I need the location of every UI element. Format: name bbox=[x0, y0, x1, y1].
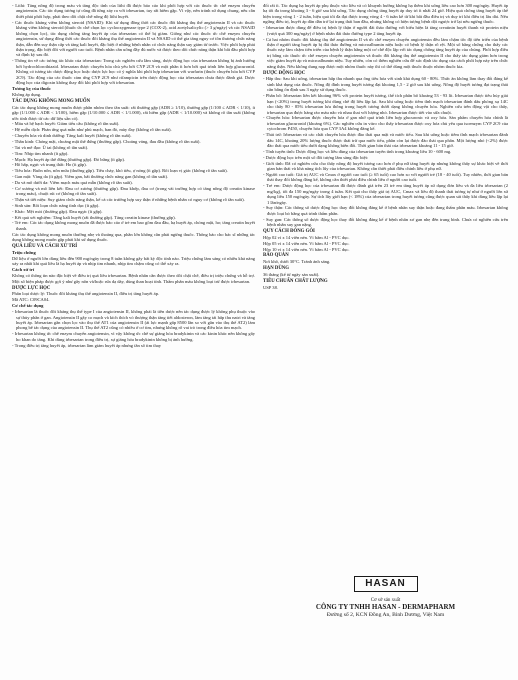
pd-item: - Cả hai nhóm thuốc đối kháng thụ thể angiotensin II và ức chế enzym chuyển angiotensin đều làm chậm tốc độ tiến triển của bệnh thận ở người tăng huyết áp bị đái tháo đường và microalbumin niệu hoặc có bệnh lý thận rõ rệt. Một số bằng chứng cho thấy các thuốc này làm chậm tiến triển của bệnh lý thận hằng một cơ chế độc lập với tác dụng chống tăng huyết áp của chúng. Phối hợp điều trị bằng các thuốc ức chế enzym chuyển angiotensin và thuốc đối kháng thụ thể angiotensin II cho thấy tác dụng giảm hơn trong việc giảm huyết áp và microalbumin niệu. Tuy nhiên, còn có thêm nghiên cứu để xác định tác dụng của cách phối hợp này trên chức năng thận. Nếu không dung nạp được một nhóm thuốc này thì có thể dùng một thuốc thuộc nhóm thuốc kia. bbox=[263, 36, 508, 69]
pharmacodynamics-heading: DƯỢC LỰC HỌC bbox=[12, 285, 51, 291]
interaction-other: - Thông tin về các tương tác khác của irbesartan: Trong các nghiên cứu lâm sàng, dược động học của irbesartan không bị ảnh hưởng bởi hydrochlorothiazid. Irbesartan được chuyển hóa chủ yếu bởi CYP 2C9 và một phần ít hơn bởi quá trình liên hợp glucuronid. Không có tương tác dược động học hoặc dược lực học có ý nghĩa khi phối hợp irbesartan với warfarin (thuốc chuyển hóa bởi CYP 2C9). Tác động của các thuốc cảm ứng CYP 2C9 như rifampicin trên dược động học của irbesartan chưa được đánh giá. Dược động học của digoxin không thay đổi khi phối hợp với irbesartan. bbox=[12, 58, 255, 86]
mechanism-item: - Irbesartan không ức chế enzym chuyển angiotensin, vì vậy không ức chế sự giáng hóa bradykinin và các kinin khác nên không gây ho khan do tăng. Khi dùng irbesartan trong điều trị, sự giáng hóa bradykinin không bị ảnh hưởng. bbox=[12, 331, 255, 342]
atc-code: Mã ATC: C09CA04. bbox=[12, 297, 50, 303]
interaction-nsaid: - Các thuốc kháng viêm không steroid (NSAID): Khi sử dụng đồng thời các thuốc đối kháng thụ thể angiotensin II và các thuốc kháng viêm không steroid (thuốc ức chế chọn lọc cyclooxygenase type 2 (COX-2), acid acetylsalicylic (> 3 g/ngày) và các NSAID không chọn lọc), tác dụng chống tăng huyết áp của irbesartan có thể bị giảm. Giống như các thuốc ức chế enzym chuyển angiotensin, sử dụng đồng thời các thuốc đối kháng thụ thể angiotensin II và NSAID có thể gia tăng nguy cơ tồn thương chức năng thận, dẫn đến suy thận cấp và tăng kali huyết, đặc biệt ở những bệnh nhân có chức năng thận suy giảm từ trước. Việc phối hợp phải thận trọng, đặc biệt đối với người cao tuổi. Bệnh nhân cần uống đầy đủ nước và được theo dõi chức năng thận khi bắt đầu phối hợp và định kỳ sau đó. bbox=[12, 19, 255, 58]
pharmacologic-group: Phân loại dược lý: Thuốc đối kháng thụ thể angiotensin II, điều trị tăng huyết áp. bbox=[12, 291, 160, 297]
shelf-life-text: 36 tháng (kể từ ngày sản xuất). bbox=[263, 271, 320, 277]
manufacturer-label: Cơ sở sản xuất bbox=[370, 598, 401, 603]
pk-item: - Suy gan: Các thông số dược động học thay đổi không đáng kể ở bệnh nhân xơ gan nhẹ đến trung bình. Chưa có nghiên cứu trên bệnh nhân suy gan nặng. bbox=[263, 216, 508, 228]
adverse-item: - Mạch: Hạ huyết áp thế đứng (thường gặp). Đỏ bừng (ít gặp). bbox=[12, 156, 126, 162]
adverse-item: - Kết quả xét nghiệm: Tăng kali huyết (rất thường gặp). Tăng creatin kinase (thường gặp). bbox=[12, 214, 176, 220]
pk-item: - Người cao tuổi: Giá trị AUC và Cmax ở người cao tuổi (≥ 65 tuổi) cao hơn so với người trẻ (18 - 40 tuổi). Tuy nhiên, thời gian bán thải thay đổi không đáng kể, không cần thiết phải điều chỉnh liều ở người cao tuổi. bbox=[263, 171, 508, 183]
quality-standard-text: USP 38. bbox=[263, 284, 278, 290]
overdose-treatment-text: Không có thông tin nào đặc biệt về điều trị quá liều irbesartan. Bệnh nhân cần được theo dõi chặt chẽ, điều trị triệu chứng và hỗ trợ. Một số biện pháp được gợi ý như gây nôn và/hoặc rửa dạ dày, dùng than hoạt tính. Thẩm phân máu không loại trừ được irbesartan. bbox=[12, 273, 255, 284]
packaging-heading: QUY CÁCH ĐÓNG GÓI bbox=[263, 228, 315, 234]
adverse-item: - Hệ miễn dịch: Phản ứng quá mẫn như phù mạch, ban đỏ, mày đay (không rõ tần suất). bbox=[12, 127, 172, 133]
storage-heading: BẢO QUẢN bbox=[263, 253, 289, 259]
manufacturer-footer bbox=[263, 576, 508, 618]
adverse-item: - Hô hấp, ngực và trung thất: Ho (ít gặp). bbox=[12, 162, 87, 168]
pd-item: - Irbesartan được dùng để điều trị bệnh lý thận ở người đái tháo đường với biểu hiện là tăng creatinin huyết thanh và protein niệu (vượt quá 300 mg/ngày) ở bệnh nhân đái tháo đường type 2 tăng huyết áp. bbox=[263, 25, 508, 36]
adverse-item: - Chuyển hóa và dinh dưỡng: Tăng kali huyết (không rõ tần suất). bbox=[12, 133, 132, 139]
quality-standard-heading: TIÊU CHUẨN CHẤT LƯỢNG bbox=[263, 278, 328, 284]
incompatibility-heading: Tương kỵ của thuốc bbox=[12, 86, 51, 92]
adverse-effects-intro: Các tác dụng không mong muốn được phân nhóm theo tần suất: rất thường gặp (ADR ≥ 1/10), thường gặp (1/100 ≤ ADR < 1/10), ít gặp (1/1.000 ≤ ADR < 1/100), hiếm gặp (1/10.000 ≤ ADR < 1/1.000), rất hiếm gặp (ADR < 1/10.000) và không rõ tần suất (không ước tính được từ các dữ liệu sẵn có). bbox=[12, 104, 255, 121]
adverse-item: - Sinh sản: Rối loạn chức năng tình dục (ít gặp). bbox=[12, 202, 100, 208]
incompatibility-text: Không áp dụng. bbox=[12, 92, 42, 98]
adverse-item: - Tim: Nhịp tim nhanh (ít gặp). bbox=[12, 150, 69, 156]
adverse-note: Các tác dụng không mong muốn thường nhẹ và thoáng qua, phần lớn không cần phải ngừng thuốc. Thông báo cho bác sĩ những tác dụng không mong muốn gặp phải khi sử dụng thuốc. bbox=[12, 231, 255, 243]
adverse-item: - Da và mô dưới da: Viêm mạch máu quá mẫn (không rõ tần suất). bbox=[12, 179, 133, 185]
adverse-item: - Cơ xương và mô liên kết: Đau cơ xương (thường gặp). Đau khớp, đau cơ (trong vài trường hợp có tăng nồng độ creatin kinase trong máu), chuột rút cơ (không rõ tần suất). bbox=[12, 185, 255, 197]
packaging-item: Hộp 05 vỉ x 14 viên nén. Vỉ bấm Al - PVC dục. bbox=[263, 240, 350, 246]
pk-item: - Dược động học trên một số đối tượng lâm sàng đặc biệt: bbox=[263, 154, 369, 160]
adverse-item: - Tiêu hóa: Buồn nôn, nôn mửa (thường gặp). Tiêu chảy, khó tiêu, ợ nóng (ít gặp). Rối loạn vị giác (không rõ tần suất). bbox=[12, 168, 228, 174]
interaction-lithium: - Lithi: Tăng nồng độ trong máu và tăng độc tính của lithi đã được báo cáo khi phối hợp với các thuốc ức chế enzym chuyển angiotensin. Các tác dụng tương tự cũng đã từng xảy ra với irbesartan, tuy rất hiếm gặp. Vì vậy, nên tránh sử dụng chung, nếu cần thiết phải phối hợp, phải theo dõi chặt chẽ nồng độ lithi huyết. bbox=[12, 3, 255, 19]
company-address: Đường số 2, KCN Đồng An, Bình Dương, Việt Nam bbox=[326, 611, 445, 618]
mechanism-heading: Cơ chế tác dụng bbox=[12, 303, 44, 309]
adverse-item: - Khác: Mệt mỏi (thường gặp). Đau ngực (ít gặp). bbox=[12, 208, 103, 214]
overdose-symptoms-heading: Triệu chứng bbox=[12, 250, 36, 256]
pk-item: - Hấp thu: Sau khi uống, irbesartan hấp thu nhanh qua ống tiêu hóa với sinh khả dụng 60 - 80%. Thức ăn không làm thay đổi đáng kể sinh khả dụng của thuốc. Nồng độ đỉnh trong huyết tương đạt khoảng 1,5 - 2 giờ sau khi uống. Nồng độ huyết tương đạt trạng thái cân bằng ổn định sau 3 ngày sử dụng thuốc. bbox=[263, 76, 508, 93]
mechanism-item: - Trong điều trị tăng huyết áp, irbesartan làm giảm huyết áp nhưng tần số tim thay bbox=[12, 342, 162, 348]
pk-item: - Suy thận: Các thông số dược động học thay đổi không đáng kể ở bệnh nhân suy thận hoặc đang thẩm phân máu. Irbesartan không được loại bỏ bằng quá trình thẩm phân. bbox=[263, 205, 508, 216]
overdose-heading: QUÁ LIỀU VÀ CÁCH XỬ TRÍ bbox=[12, 244, 78, 249]
pharmacokinetics-heading: DƯỢC ĐỘNG HỌC bbox=[263, 70, 306, 76]
adverse-item: - Thần kinh: Chóng mặt, choáng mặt thế đứng (thường gặp). Choáng váng, đau đầu (không rõ tần suất). bbox=[12, 138, 201, 144]
pk-item: - Phân bố: Irbesartan liên kết khoảng 96% với protein huyết tương, thể tích phân bố khoảng 53 - 93 lít. Irbesartan được tiêu hủy giải hạn (<20%) trong huyết tương khi dùng chế độ liều lặp lại. Sau khi uống hoặc tiêm tĩnh mạch irbesartan đánh dấu phóng xạ 14C cho thấy 80 - 85% irbesartan lưu thông trong huyết tương dưới dạng không chuyển hóa. Nghiên cứu trên động vật cho thấy, irbesartan qua được hàng rào máu não và nhau thai với lượng nhỏ. Irbesartan được tiết vào sữa chuột. bbox=[263, 93, 508, 115]
continued-text: đổi rất ít. Tác dụng hạ huyết áp phụ thuộc vào liều và có khuynh hướng không hạ thêm khi uống liều cao hơn 300 mg/ngày. Huyết áp hạ tối đa trong khoảng 3 - 6 giờ sau khi uống. Tác dụng chống tăng huyết áp duy trì ít nhất 24 giờ. Hiệu quả chống tăng huyết áp thể hiện trong vòng 1 - 2 tuần, hiệu quả tối đa đạt được trong vòng 4 - 6 tuần kể từ khi bắt đầu điều trị và duy trì khi điều trị lâu dài. Nếu ngừng điều trị, huyết áp dần dần trở lại trạng thái ban đầu, nhưng không có hiện tượng bệnh dội ngược trở lại nếu ngừng thuốc. bbox=[263, 3, 508, 25]
adverse-item: - Thận và tiết niệu: Suy giảm chức năng thận, kể cả các trường hợp suy thận ở những bệnh nhân có nguy cơ (không rõ tần suất). bbox=[12, 197, 245, 203]
storage-text: Nơi khô, dưới 30°C. Tránh ánh sáng. bbox=[263, 259, 331, 265]
adverse-item: - Máu và hệ bạch huyết: Giảm tiểu cầu (không rõ tần suất). bbox=[12, 121, 120, 127]
mechanism-item: - Irbesartan là thuốc đối kháng thụ thể type I của angiotensin II, không phải là tiền dược nên tác dụng được lý không phụ thuộc vào sự thủy phân ở gan. Angiotensin II gây co mạch và kích thích vỏ thượng thận tăng tiết aldosteron, làm tăng tái hấp thu natri và tăng huyết áp. Irbesartan gắn chọn lọc vào thụ thể AT1 của angiotensin II (ái lực mạnh gấp 8500 lần so với gắn vào thụ thể AT2) làm phong bế tác dụng của angiotensin II. Thụ thể AT2 cũng có nhiều ở cơ tim, nhưng không rõ vai trò trong điều hòa tim mạch. bbox=[12, 309, 255, 331]
adverse-item: - Gan mật: Vàng da (ít gặp). Viêm gan, bất thường chức năng gan (không rõ tần suất). bbox=[12, 174, 169, 180]
pk-item: - Thải trừ: Irbesartan và các chất chuyển hóa được đào thải qua mật và nước tiểu. Sau khi uống hoặc tiêm tĩnh mạch irbesartan đánh dấu 14C, khoảng 20% lượng thuốc được thải trừ qua nước tiểu, phần còn lại được đào thải qua phân. Một lượng nhỏ (<2%) được đào thải qua nước tiểu dưới dạng không biến đổi. Thời gian bán thải của irbesartan khoảng 11 - 15 giờ. bbox=[263, 132, 508, 149]
company-name: CÔNG TY TNHH HASAN - DERMAPHARM bbox=[315, 603, 456, 612]
packaging-item: Hộp 02 vỉ x 14 viên nén. Vỉ bấm Al - PVC dục. bbox=[263, 234, 350, 240]
hasan-logo bbox=[354, 576, 418, 592]
overdose-symptoms-text: Dữ liệu ở người lớn dùng liều đến 900 mg/ngày trong 8 tuần không gây bất kỳ độc tính nào. Triệu chứng làm sáng có nhiều khả năng xảy ra nhất khi quá liều là hạ huyết áp và nhịp tim nhanh, nhịp tim chậm cũng có thể xảy ra. bbox=[12, 255, 255, 267]
packaging-item: Hộp 10 vỉ x 14 viên nén. Vỉ bấm Al - PVC dục. bbox=[263, 246, 350, 252]
pk-item: - Giới tính: Đã có nghiên cứu cho thấy nồng độ huyết tương cao hơn ở phụ nữ tăng huyết áp nhưng không thấy sự khác biệt về thời gian bán thải và khả năng tích lũy của irbesartan. Không cần thiết phải điều chỉnh liều ở phụ nữ. bbox=[263, 160, 508, 172]
pk-item: - Trẻ em: Dược động học của irbesartan đã được đánh giá trên 23 trẻ em tăng huyết áp sử dụng đơn liều và đa liều irbesartan (2 mg/kg), tối đa 150 mg/ngày trong 4 tuần. Kết quả cho thấy giá trị AUC, Cmax và liều độ thanh thải tương tự như ở người lớn sử dụng liều 150 mg/ngày. Sự tích lũy giới hạn (< 18%) của irbesartan trong huyết tương cũng được quan sát thấy khi dùng liều lặp lại 1 lần/ngày. bbox=[263, 183, 508, 205]
adverse-item: - Trẻ em: Các tác dụng không mong muốn đã được báo cáo ở trẻ em bao gồm đau đầu, hạ huyết áp, chóng mặt, ho; tăng creatin huyết thanh. bbox=[12, 220, 255, 231]
adverse-item: - Tai và mê đạo: Ù tai (không rõ tần suất). bbox=[12, 144, 89, 150]
pk-item: - Tính tuyến tính: Dược động học và liều dùng của irbesartan tuyến tính trong khoảng liều 10 - 600 mg. bbox=[263, 148, 452, 154]
shelf-life-heading: HẠN DÙNG bbox=[263, 266, 289, 272]
overdose-treatment-heading: Cách xử trí bbox=[12, 267, 35, 273]
pk-item: - Chuyển hóa: Irbesartan được chuyển hóa ở gan nhờ quá trình liên hợp glucuronic và oxy hóa. Sản phẩm chuyển hóa chính là irbesartan glucuronid (khoảng 6%). Các nghiên cứu in vitro cho thấy irbesartan được oxy hóa chủ yếu qua isoenzym CYP 2C9 của cytochrom P450, chuyển hóa qua CYP 3A4 không đáng kể. bbox=[263, 115, 508, 132]
logo-text: HASAN bbox=[365, 578, 406, 590]
adverse-effects-heading: TÁC DỤNG KHÔNG MONG MUỐN bbox=[12, 98, 91, 104]
left-column bbox=[12, 3, 255, 677]
